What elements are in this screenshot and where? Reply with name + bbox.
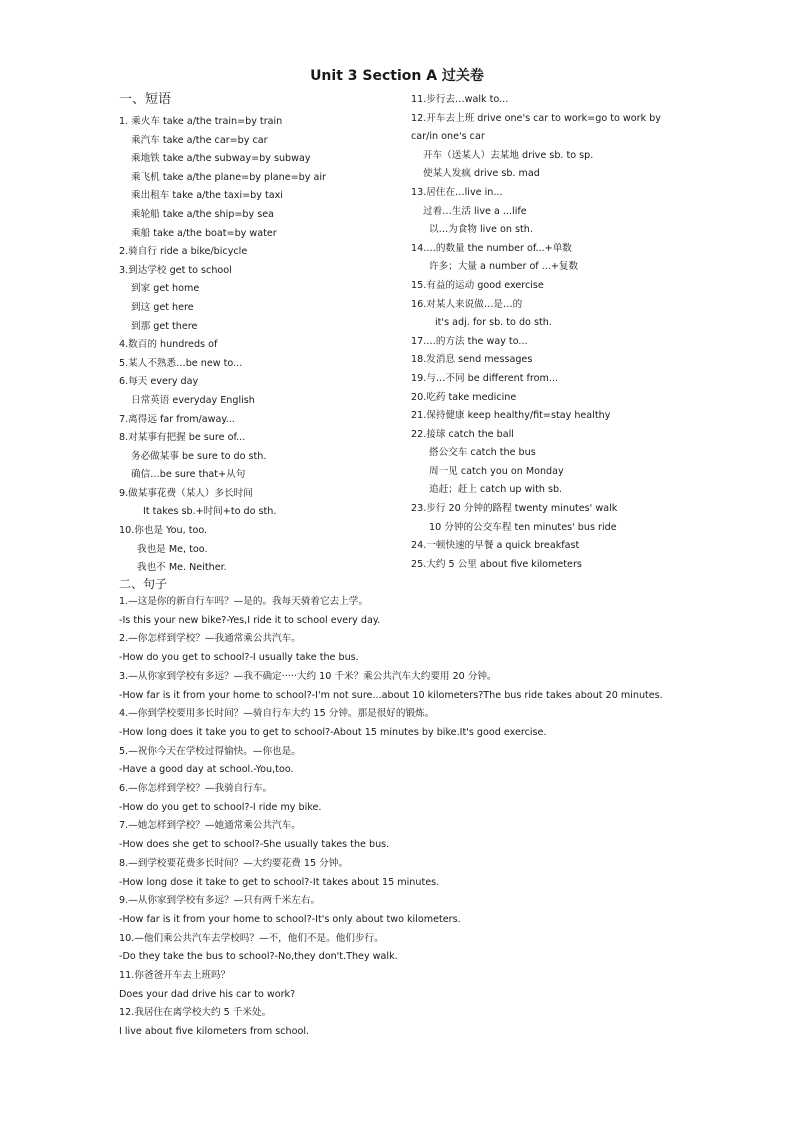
sentence-line: 11.你爸爸开车去上班吗？ bbox=[119, 970, 231, 982]
phrase-line: 20.吃药 take medicine bbox=[411, 391, 517, 403]
phrase-line: 务必做某事 be sure to do sth. bbox=[131, 450, 267, 462]
phrase-line: 到那 get there bbox=[131, 320, 198, 332]
sentence-line: -How do you get to school?-I ride my bike. bbox=[119, 801, 322, 813]
phrase-line: 1. 乘火车 take a/the train=by train bbox=[119, 116, 283, 127]
document-title: Unit 3 Section A 过关卷 bbox=[310, 68, 484, 84]
phrase-line: 开车（送某人）去某地 drive sb. to sp. bbox=[423, 149, 594, 161]
phrase-line: 10.你也是 You, too. bbox=[119, 525, 208, 537]
sentence-line: Does your dad drive his car to work? bbox=[119, 988, 296, 1000]
phrase-line: 24.一顿快速的早餐 a quick breakfast bbox=[411, 540, 580, 552]
phrase-line: 到家 get home bbox=[131, 283, 200, 295]
phrase-line: 7.离得远 far from/away... bbox=[119, 413, 235, 425]
sentence-line: 3.—从你家到学校有多远？—我不确定·····大约 10 千米？乘公共汽车大约要用 20 分钟。 bbox=[119, 670, 497, 682]
sentence-line: -Have a good day at school.-You,too. bbox=[119, 764, 294, 776]
phrases-right-column bbox=[411, 91, 683, 574]
phrase-line: 乘轮船 take a/the ship=by sea bbox=[131, 208, 275, 220]
phrase-line: 15.有益的运动 good exercise bbox=[411, 279, 544, 291]
phrase-line: 2.骑自行 ride a bike/bicycle bbox=[119, 246, 248, 258]
phrase-line: 9.做某事花费（某人）多长时间 bbox=[119, 487, 253, 499]
phrases-left-column bbox=[119, 91, 409, 578]
sentence-line: -How far is it from your home to school?-I'm not sure...about 10 kilometers?The bus ride takes about 20 minutes. bbox=[119, 689, 663, 701]
phrase-line: 13.居住在…live in... bbox=[411, 186, 503, 198]
phrase-line: 乘地铁 take a/the subway=by subway bbox=[131, 153, 311, 165]
sentence-line: 6.—你怎样到学校？—我骑自行车。 bbox=[119, 783, 273, 795]
phrase-line: 19.与…不同 be different from... bbox=[411, 372, 558, 384]
phrase-line: 25.大约 5 公里 about five kilometers bbox=[411, 558, 582, 570]
phrase-line: 18.发消息 send messages bbox=[411, 354, 533, 366]
sentence-line: -Is this your new bike?-Yes,I ride it to school every day. bbox=[119, 614, 381, 626]
sentence-line: 9.—从你家到学校有多远？—只有两千米左右。 bbox=[119, 895, 321, 907]
phrase-line: 17.…的方法 the way to... bbox=[411, 335, 528, 347]
phrase-line: 21.保持健康 keep healthy/fit=stay healthy bbox=[411, 410, 611, 422]
sentence-line: 2.—你怎样到学校？—我通常乘公共汽车。 bbox=[119, 633, 301, 645]
phrase-line: 乘船 take a/the boat=by water bbox=[131, 227, 277, 239]
sentence-line: 10.—他们乘公共汽车去学校吗？—不，他们不是。他们步行。 bbox=[119, 932, 384, 944]
phrase-list-left bbox=[119, 113, 409, 578]
phrase-line: 4.数百的 hundreds of bbox=[119, 339, 218, 351]
phrase-line: It takes sb.+时间+to do sth. bbox=[143, 506, 277, 518]
section-heading-phrases: 一、短语 bbox=[119, 92, 172, 107]
sentence-line: -Do they take the bus to school?-No,they don't.They walk. bbox=[119, 951, 398, 963]
sentence-line: -How far is it from your home to school?-It's only about two kilometers. bbox=[119, 913, 461, 925]
sentence-line: I live about five kilometers from school. bbox=[119, 1026, 310, 1038]
phrase-line: 16.对某人来说做…是…的 bbox=[411, 298, 523, 310]
sentence-line: 7.—她怎样到学校？—她通常乘公共汽车。 bbox=[119, 820, 301, 832]
phrase-line: 14.…的数量 the number of...+单数 bbox=[411, 242, 572, 254]
phrase-line: 过着…生活 live a ...life bbox=[423, 205, 527, 217]
phrase-line: 我也是 Me, too. bbox=[137, 543, 208, 555]
phrase-line: 确信…be sure that+从句 bbox=[131, 469, 246, 481]
section-heading-sentences: 二、句子 bbox=[119, 577, 168, 591]
phrase-line: 10 分钟的公交车程 ten minutes' bus ride bbox=[429, 521, 617, 533]
sentence-line: 1.—这是你的新自行车吗？—是的。我每天骑着它去上学。 bbox=[119, 596, 368, 607]
phrase-line: 追赶；赶上 catch up with sb. bbox=[429, 484, 563, 496]
phrase-line: 23.步行 20 分钟的路程 twenty minutes' walk bbox=[411, 503, 618, 515]
phrase-line: 乘汽车 take a/the car=by car bbox=[131, 134, 268, 146]
phrase-line: 以…为食物 live on sth. bbox=[429, 224, 533, 236]
sentence-line: 4.—你到学校要用多长时间？—骑自行车大约 15 分钟。那是很好的锻炼。 bbox=[119, 708, 435, 720]
sentence-line: 12.我居住在离学校大约 5 千米处。 bbox=[119, 1007, 272, 1019]
phrase-line: 使某人发疯 drive sb. mad bbox=[423, 168, 540, 180]
sentence-line: -How long does it take you to get to school?-About 15 minutes by bike.It's good exercise. bbox=[119, 726, 547, 738]
sentence-line: -How do you get to school?-I usually take the bus. bbox=[119, 652, 359, 664]
sentence-line: -How does she get to school?-She usually takes the bus. bbox=[119, 839, 390, 851]
phrase-line: 乘出租车 take a/the taxi=by taxi bbox=[131, 190, 283, 202]
phrase-line: 日常英语 everyday English bbox=[131, 394, 255, 406]
phrase-line: it's adj. for sb. to do sth. bbox=[435, 317, 552, 329]
phrase-line: 22.接球 catch the ball bbox=[411, 428, 514, 440]
phrase-line: 周一见 catch you on Monday bbox=[429, 465, 564, 477]
phrase-line: 乘飞机 take a/the plane=by plane=by air bbox=[131, 171, 326, 183]
phrase-line: 搭公交车 catch the bus bbox=[429, 447, 536, 459]
phrase-line: 6.每天 every day bbox=[119, 376, 199, 388]
sentences-section bbox=[119, 575, 719, 1042]
sentence-list bbox=[119, 593, 719, 1042]
phrase-line: 许多；大量 a number of ...+复数 bbox=[429, 261, 579, 273]
phrase-line: 我也不 Me. Neither. bbox=[137, 562, 227, 574]
sentence-line: -How long dose it take to get to school?-It takes about 15 minutes. bbox=[119, 876, 440, 888]
phrase-line: 到这 get here bbox=[131, 301, 194, 313]
phrase-line: 3.到达学校 get to school bbox=[119, 264, 232, 276]
phrase-line: 11.步行去…walk to... bbox=[411, 94, 509, 105]
phrase-list-right bbox=[411, 91, 683, 574]
sentence-line: 8.—到学校要花费多长时间？—大约要花费 15 分钟。 bbox=[119, 857, 348, 869]
phrase-line: 12.开车去上班 drive one's car to work=go to work by car/in one's car bbox=[411, 112, 661, 143]
phrase-line: 8.对某事有把握 be sure of... bbox=[119, 432, 246, 444]
phrase-line: 5.某人不熟悉…be new to... bbox=[119, 357, 243, 369]
sentence-line: 5.—祝你今天在学校过得愉快。—你也是。 bbox=[119, 745, 301, 757]
